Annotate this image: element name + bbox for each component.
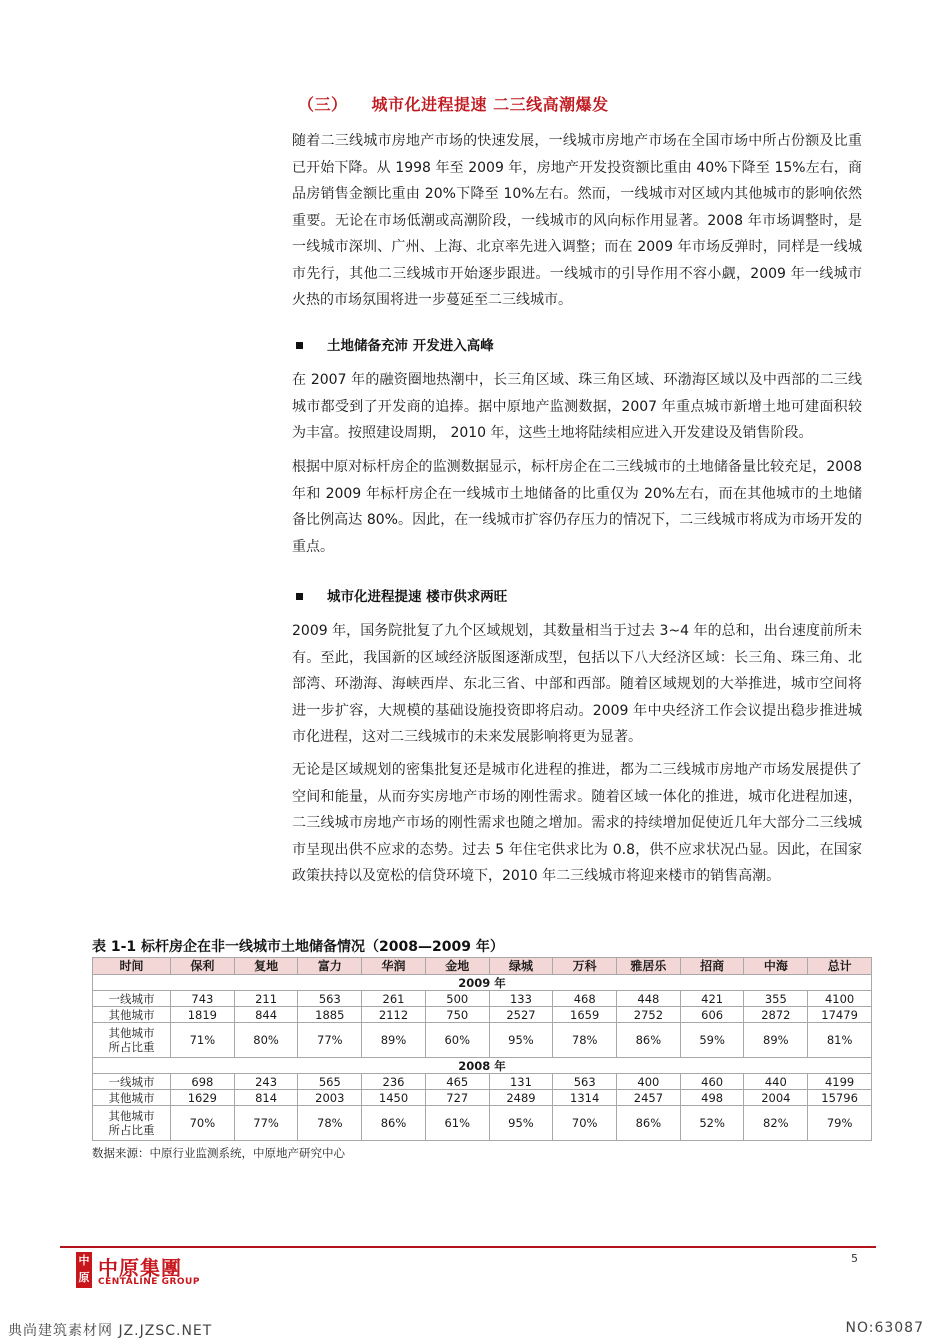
- table-cell: 71%: [171, 1023, 235, 1058]
- table-cell: 70%: [553, 1106, 617, 1141]
- logo-english-text: CENTALINE GROUP: [98, 1277, 200, 1287]
- paragraph-4: 2009 年，国务院批复了九个区域规划，其数量相当于过去 3~4 年的总和，出台速度前所未有。至此，我国新的区域经济版图逐渐成型，包括以下八大经济区域：长三角、珠三角、北部湾、环渤海、海峡西岸、东北三省、中部和西部。随着区域规划的大举推进，城市空间将进一步扩容，大规模的基础设施投资即将启动。2009 年中央经济工作会议提出稳步推进城市化进程，这对二三线城市的未来发展影响将更为显著。: [292, 623, 862, 745]
- square-bullet-icon: [296, 593, 303, 600]
- table-cell: 1819: [171, 1007, 235, 1023]
- logo-chinese-text: 中原集團: [98, 1256, 182, 1280]
- table-cell: 243: [234, 1074, 298, 1090]
- table-cell: 1659: [553, 1007, 617, 1023]
- table-row: [93, 1007, 872, 1023]
- header-cell: 中海: [744, 958, 808, 975]
- table-cell: 78%: [553, 1023, 617, 1058]
- table-cell: 2527: [489, 1007, 553, 1023]
- table-row: [93, 1023, 872, 1058]
- table-cell: 261: [362, 991, 426, 1007]
- table-year-row: [93, 1058, 872, 1074]
- table-cell: 其他城市 所占比重: [93, 1106, 171, 1141]
- bullet-heading-1: [296, 334, 494, 354]
- table-cell: 465: [425, 1074, 489, 1090]
- table-cell: 400: [617, 1074, 681, 1090]
- table-cell: 86%: [362, 1106, 426, 1141]
- bullet-text-1: 土地储备充沛 开发进入高峰: [327, 338, 494, 354]
- paragraph-3: 根据中原对标杆房企的监测数据显示，标杆房企在二三线城市的土地储备量比较充足，2008 年和 2009 年标杆房企在一线城市土地储备的比重仅为 20%左右，而在其他城市的土地储备比例高达 80%。因此，在一线城市扩容仍存压力的情况下，二三线城市将成为市场开发的重点。: [292, 459, 862, 555]
- table-cell: 81%: [808, 1023, 872, 1058]
- table-cell: 2752: [617, 1007, 681, 1023]
- header-cell: 总计: [808, 958, 872, 975]
- table-cell: 95%: [489, 1023, 553, 1058]
- header-cell: 万科: [553, 958, 617, 975]
- table-cell: 750: [425, 1007, 489, 1023]
- table-cell: 563: [298, 991, 362, 1007]
- logo-mark-icon: 中原: [76, 1252, 92, 1288]
- table-source-note: 数据来源：中原行业监测系统，中原地产研究中心: [92, 1146, 345, 1160]
- section-heading: 城市化进程提速 二三线高潮爆发: [371, 95, 609, 114]
- table-cell: 211: [234, 991, 298, 1007]
- table-cell: 4199: [808, 1074, 872, 1090]
- header-cell: 保利: [171, 958, 235, 975]
- table-cell: 59%: [680, 1023, 744, 1058]
- table-cell: 其他城市 所占比重: [93, 1023, 171, 1058]
- table-cell: 82%: [744, 1106, 808, 1141]
- table-cell: 4100: [808, 991, 872, 1007]
- square-bullet-icon: [296, 342, 303, 349]
- table-cell: 565: [298, 1074, 362, 1090]
- table-cell: 其他城市: [93, 1007, 171, 1023]
- header-cell: 富力: [298, 958, 362, 975]
- table-cell: 86%: [617, 1106, 681, 1141]
- table-cell: 606: [680, 1007, 744, 1023]
- table-cell: 2457: [617, 1090, 681, 1106]
- table-cell: 448: [617, 991, 681, 1007]
- table-cell: 698: [171, 1074, 235, 1090]
- table-cell: 1885: [298, 1007, 362, 1023]
- table-cell: 77%: [234, 1106, 298, 1141]
- table-cell: 2489: [489, 1090, 553, 1106]
- table-cell: 844: [234, 1007, 298, 1023]
- table-cell: 1314: [553, 1090, 617, 1106]
- year-label-2009: 2009 年: [93, 975, 872, 991]
- watermark-left: 典尚建筑素材网 JZ.JZSC.NET: [8, 1323, 213, 1339]
- header-cell: 雅居乐: [617, 958, 681, 975]
- bullet-text-2: 城市化进程提速 楼市供求两旺: [327, 589, 508, 605]
- table-cell: 78%: [298, 1106, 362, 1141]
- table-cell: 133: [489, 991, 553, 1007]
- table-row: [93, 1090, 872, 1106]
- header-cell: 绿城: [489, 958, 553, 975]
- header-cell: 时间: [93, 958, 171, 975]
- table-cell: 355: [744, 991, 808, 1007]
- table-cell: 460: [680, 1074, 744, 1090]
- paragraph-2: 在 2007 年的融资圈地热潮中，长三角区域、珠三角区域、环渤海区域以及中西部的二三线城市都受到了开发商的追捧。据中原地产监测数据，2007 年重点城市新增土地可建面积较为丰富。按照建设周期， 2010 年，这些土地将陆续相应进入开发建设及销售阶段。: [292, 372, 862, 441]
- table-row: [93, 991, 872, 1007]
- table-cell: 70%: [171, 1106, 235, 1141]
- table-cell: 2112: [362, 1007, 426, 1023]
- footer-divider: [60, 1246, 876, 1248]
- table-cell: 52%: [680, 1106, 744, 1141]
- table-cell: 80%: [234, 1023, 298, 1058]
- table-cell: 1629: [171, 1090, 235, 1106]
- header-cell: 华润: [362, 958, 426, 975]
- watermark-right: NO:63087: [845, 1320, 924, 1336]
- table-year-row: [93, 975, 872, 991]
- centaline-logo: [76, 1252, 206, 1290]
- table-cell: 440: [744, 1074, 808, 1090]
- table-cell: 一线城市: [93, 1074, 171, 1090]
- table-cell: 468: [553, 991, 617, 1007]
- table-cell: 743: [171, 991, 235, 1007]
- table-header-row: [93, 958, 872, 975]
- table-cell: 17479: [808, 1007, 872, 1023]
- year-label-2008: 2008 年: [93, 1058, 872, 1074]
- table-cell: 236: [362, 1074, 426, 1090]
- table-cell: 一线城市: [93, 991, 171, 1007]
- table-cell: 61%: [425, 1106, 489, 1141]
- table-cell: 89%: [362, 1023, 426, 1058]
- table-cell: 89%: [744, 1023, 808, 1058]
- table-cell: 2003: [298, 1090, 362, 1106]
- section-number: （三）: [298, 95, 348, 114]
- table-cell: 563: [553, 1074, 617, 1090]
- table-cell: 814: [234, 1090, 298, 1106]
- table-title: 表 1-1 标杆房企在非一线城市土地储备情况（2008—2009 年）: [92, 939, 504, 955]
- table-cell: 其他城市: [93, 1090, 171, 1106]
- table-row: [93, 1106, 872, 1141]
- page-number: 5: [851, 1252, 858, 1265]
- table-cell: 95%: [489, 1106, 553, 1141]
- table-cell: 15796: [808, 1090, 872, 1106]
- bullet-heading-2: [296, 585, 507, 605]
- table-cell: 131: [489, 1074, 553, 1090]
- table-cell: 1450: [362, 1090, 426, 1106]
- paragraph-5: 无论是区域规划的密集批复还是城市化进程的推进，都为二三线城市房地产市场发展提供了空间和能量，从而夯实房地产市场的刚性需求。随着区域一体化的推进，城市化进程加速，二三线城市房地产市场的刚性需求也随之增加。需求的持续增加促使近几年大部分二三线城市呈现出供不应求的态势。过去 5 年住宅供求比为 0.8，供不应求状况凸显。因此，在国家政策扶持以及宽松的信贷环境下，2010 年二三线城市将迎来楼市的销售高潮。: [292, 762, 862, 884]
- land-reserve-table: [92, 957, 872, 1141]
- table-cell: 86%: [617, 1023, 681, 1058]
- table-cell: 2872: [744, 1007, 808, 1023]
- paragraph-1: 随着二三线城市房地产市场的快速发展，一线城市房地产市场在全国市场中所占份额及比重已开始下降。从 1998 年至 2009 年，房地产开发投资额比重由 40%下降至 15%左右，商品房销售金额比重由 20%下降至 10%左右。然而，一线城市对区域内其他城市的影响依然重要。无论在市场低潮或高潮阶段，一线城市的风向标作用显著。2008 年市场调整时，是一线城市深圳、广州、上海、北京率先进入调整；而在 2009 年市场反弹时，同样是一线城市先行，其他二三线城市开始逐步跟进。一线城市的引导作用不容小觑，2009 年一线城市火热的市场氛围将进一步蔓延至二三线城市。: [292, 133, 862, 308]
- table-cell: 498: [680, 1090, 744, 1106]
- table-cell: 60%: [425, 1023, 489, 1058]
- header-cell: 金地: [425, 958, 489, 975]
- table-cell: 727: [425, 1090, 489, 1106]
- table-cell: 500: [425, 991, 489, 1007]
- table-cell: 421: [680, 991, 744, 1007]
- section-title: [298, 92, 609, 115]
- table-row: [93, 1074, 872, 1090]
- header-cell: 复地: [234, 958, 298, 975]
- header-cell: 招商: [680, 958, 744, 975]
- table-cell: 77%: [298, 1023, 362, 1058]
- table-cell: 79%: [808, 1106, 872, 1141]
- table-cell: 2004: [744, 1090, 808, 1106]
